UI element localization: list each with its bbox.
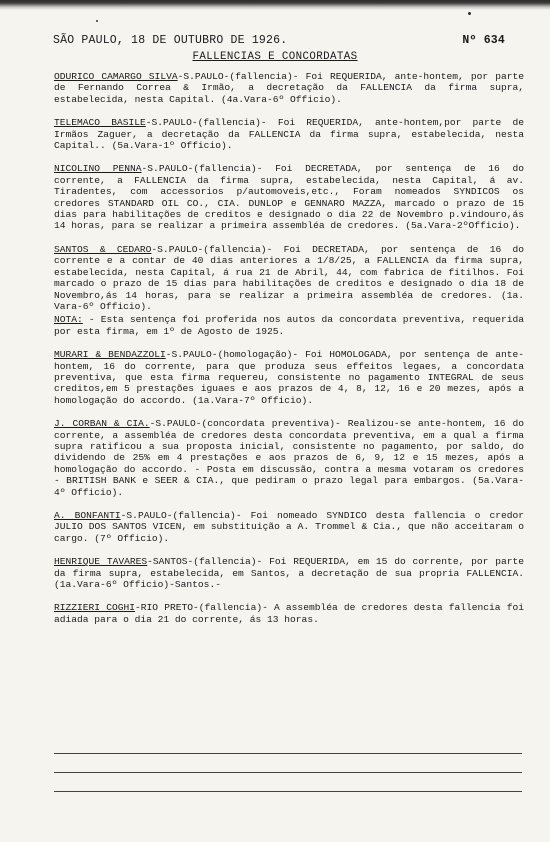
entry-henrique-tavares bbox=[54, 556, 524, 590]
entry-murari-bendazzoli bbox=[54, 349, 524, 406]
entry-santos-cedaro bbox=[54, 244, 524, 312]
blank-rule-line bbox=[54, 772, 522, 773]
entry-a-bonfanti bbox=[54, 510, 524, 544]
note-text: - Esta sentença foi proferida nos autos da concordata preventiva, requerida por esta firma, em 1º de Agosto de 1925. bbox=[54, 314, 524, 337]
entry-text: -S.PAULO-(fallencia)- Foi DECRETADA, por sentença de 16 do corrente, a FALLENCIA da firma supra, estabelecida, nesta Capital, á av. Tiradentes, com accessorios p/automoveis,etc., Foram nomeados SYNDICOS os credores STANDARD OIL CO., CIA. DUNLOP e GENNARO MAZZA, marcado o prazo de 15 dias para habilitações de creditos e designado o dia 22 de Novembro p.vindouro,ás 14 horas, para se realizar a primeira assembléa de credores. (5a.Vara-2ºOfficio). bbox=[54, 163, 524, 232]
entry-text: -RIO PRETO-(fallencia)- A assembléa de credores desta fallencia foi adiada para o dia 21 do corrente, ás 13 horas. bbox=[54, 602, 524, 625]
scan-speck bbox=[96, 20, 98, 22]
bulletin-date: SÃO PAULO, 18 DE OUTUBRO DE 1926. bbox=[53, 34, 288, 47]
scan-speck bbox=[468, 12, 471, 15]
entry-j-corban-cia bbox=[54, 418, 524, 498]
entry-text: -S.PAULO-(fallencia)- Foi DECRETADA, por sentença de 16 do corrente e a contar de 40 dias anteriores a 1/8/25, a FALLENCIA da firma supra, estabelecida, nesta Capital, á rua 21 de Abril, 44, com fabrica de fitilhos. Foi marcado o prazo de 15 dias para habilitações de creditos e designado o dia 18 de Novembro,ás 14 horas, para se realizar a primeira assembléa de credores. (1a. Vara-6º Officio). bbox=[54, 243, 525, 312]
entry-firm-name: RIZZIERI COGHI bbox=[54, 602, 136, 614]
entry-firm-name: TELEMACO BASILE bbox=[54, 117, 146, 129]
blank-rule-line bbox=[54, 753, 522, 754]
entry-text: -S.PAULO-(concordata preventiva)- Realizou-se ante-hontem, 16 do corrente, a assembléa de credores desta concordata preventiva, em a qual a firma supra ratificou a sua proposta inicial, consistente no pagamento, por saldo, do dividendo de 25% em 4 prestações e aos prazos de 6, 9, 12 e 15 mezes, após a homologação do accordo. - Posta em discussão, contra a mesma votaram os credores - BRITISH BANK e SEER & CIA., que pediram o prazo legal para embargos. (5a.Vara-4º Officio). bbox=[54, 418, 524, 498]
entries-list bbox=[54, 71, 524, 637]
entry-firm-name: HENRIQUE TAVARES bbox=[54, 556, 148, 568]
blank-rule-line bbox=[54, 791, 522, 792]
entry-text: -S.PAULO-(homologação)- Foi HOMOLOGADA, por sentença de ante-hontem, 16 do corrente, para que produza seus effeitos legaes, a concordata preventiva, que esta firma requereu, consistente no pagamento INTEGRAL de seus creditos,em 5 prestações iguaes e aos prazos de 4, 8, 12, 16 e 20 mezes, após a homologação do accordo. (1a.Vara-7º Officio). bbox=[54, 349, 524, 406]
entry-text: -SANTOS-(fallencia)- Foi REQUERIDA, em 15 do corrente, por parte da firma supra, estabelecida, em Santos, a decretação de sua propria FALLENCIA. (1a.Vara-6º Officio)-Santos.- bbox=[54, 556, 524, 591]
entry-text: -S.PAULO-(fallencia)- Foi REQUERIDA, ante-hontem, por parte de Fernando Correa & Irmão, a decretação da FALLENCIA da firma supra, estabelecida, nesta Capital. (4a.Vara-6º Officio). bbox=[54, 71, 524, 105]
scan-top-edge bbox=[0, 0, 550, 10]
entry-rizzieri-coghi bbox=[54, 602, 524, 625]
entry-firm-name: MURARI & BENDAZZOLI bbox=[54, 349, 166, 361]
section-title: FALLENCIAS E CONCORDATAS bbox=[192, 51, 358, 63]
note-label: NOTA: bbox=[54, 314, 83, 326]
entry-firm-name: NICOLINO PENNA bbox=[54, 163, 142, 175]
entry-text: -S.PAULO-(fallencia)- Foi REQUERIDA, ante-hontem,por parte de Irmãos Zaguer, a decretação da FALLENCIA da firma supra, estabelecida, nesta Capital.. (5a.Vara-1º Officio). bbox=[54, 117, 524, 152]
entry-text: -S.PAULO-(fallencia)- Foi nomeado SYNDICO desta fallencia o credor JULIO DOS SANTOS VICEN, em substituição a A. Trommel & Cia., que não acceitaram o cargo. (7º Officio). bbox=[54, 510, 524, 544]
entry-telemaco-basile bbox=[54, 117, 524, 151]
entry-firm-name: J. CORBAN & CIA. bbox=[54, 418, 150, 430]
entry-note bbox=[54, 314, 524, 337]
entry-firm-name: SANTOS & CEDARO bbox=[54, 243, 152, 255]
entry-nicolino-penna bbox=[54, 163, 524, 231]
bulletin-number: Nº 634 bbox=[462, 34, 505, 47]
entry-firm-name: A. BONFANTI bbox=[54, 510, 121, 521]
entry-firm-name: ODURICO CAMARGO SILVA bbox=[54, 71, 178, 82]
entry-odurico-camargo-silva bbox=[54, 71, 524, 105]
